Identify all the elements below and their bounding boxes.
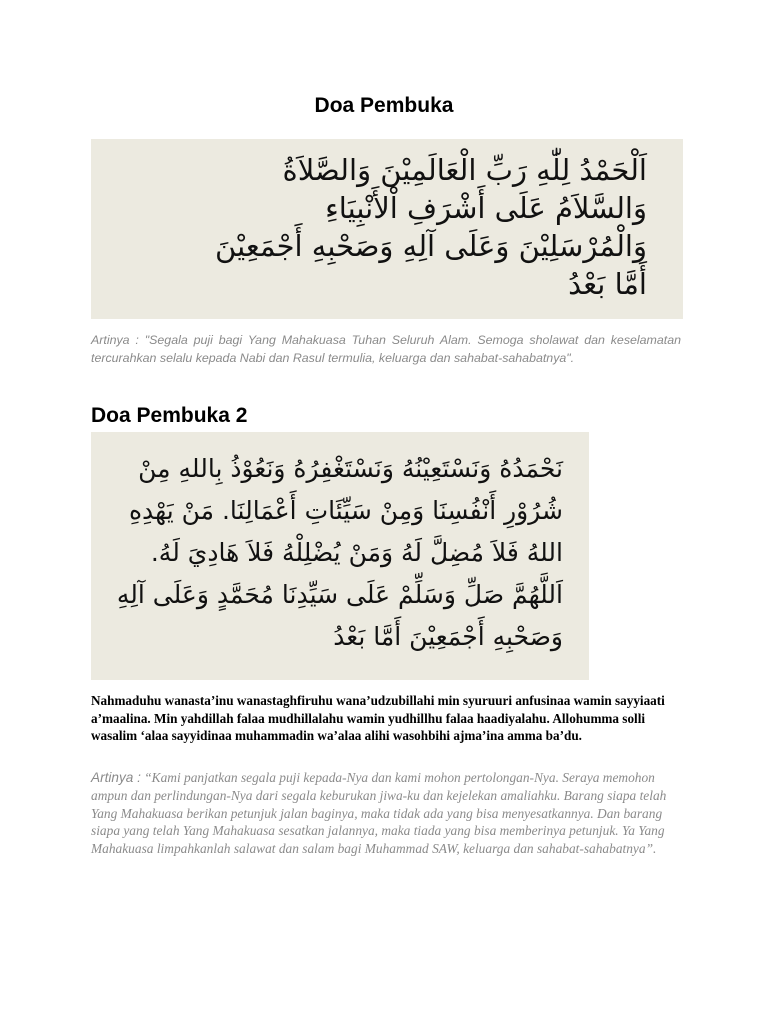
arabic-line: وَالْمُرْسَلِيْنَ وَعَلَى آلِهِ وَصَحْبِهِ أَجْمَعِيْنَ [215, 229, 647, 263]
arabic-line: اللهُ فَلاَ مُضِلَّ لَهُ وَمَنْ يُضْلِلْهُ فَلاَ هَادِيَ لَهُ. [150, 538, 563, 567]
section1-title: Doa Pembuka [314, 94, 454, 117]
arabic-line: نَحْمَدُهُ وَنَسْتَعِيْنُهُ وَنَسْتَغْفِرُهُ وَنَعُوْذُ بِاللهِ مِنْ [138, 454, 563, 483]
meaning-lead-label: Artinya : [91, 770, 141, 785]
section2-transliteration: Nahmaduhu wanasta’inu wanastaghfiruhu wana’udzubillahi min syuruuri anfusinaa wamin sayyiaati a’maalina. Min yahdillah falaa mudhillalahu wamin yudhillhu falaa haadiyalahu. Allohumma solli wasalim ‘alaa sayyidinaa muhammadin wa’alaa alihi wasohbihi ajma’ina amma ba’du. [91, 693, 665, 743]
section1-arabic-text-image [91, 139, 683, 319]
arabic-line: شُرُوْرِ أَنْفُسِنَا وَمِنْ سَيِّئَاتِ أَعْمَالِنَا. مَنْ يَهْدِهِ [128, 496, 563, 525]
arabic-line: اَلْحَمْدُ لِلّٰهِ رَبِّ الْعَالَمِيْنَ وَالصَّلاَةُ [282, 153, 647, 187]
arabic-line: وَصَحْبِهِ أَجْمَعِيْنَ أَمَّا بَعْدُ [333, 622, 563, 651]
section2-meaning [91, 769, 671, 858]
arabic-line: وَالسَّلاَمُ عَلَى أَشْرَفِ اْلأَنْبِيَاءِ [325, 191, 647, 225]
section1-meaning: Artinya : "Segala puji bagi Yang Mahakuasa Tuhan Seluruh Alam. Semoga sholawat dan keselamatan tercurahkan selalu kepada Nabi dan Rasul termulia, keluarga dan sahabat-sahabatnya". [91, 333, 681, 365]
section2-title: Doa Pembuka 2 [91, 404, 248, 427]
meaning-body: “Kami panjatkan segala puji kepada-Nya dan kami mohon pertolongan-Nya. Seraya memohon ampun dan perlindungan-Nya dari segala keburukan jiwa-ku dan kejelekan amaliahku. Barang siapa telah Yang Mahakuasa berikan petunjuk jalan baginya, maka tidak ada yang bisa menyesatkannya. Dan barang siapa yang telah Yang Mahakuasa sesatkan jalannya, maka tiada yang bisa memberinya petunjuk. Ya Yang Mahakuasa limpahkanlah salawat dan salam bagi Muhammad SAW, keluarga dan sahabat-sahabatnya”. [91, 770, 667, 857]
section2-arabic-text-image [91, 432, 589, 680]
arabic-line: أَمَّا بَعْدُ [568, 267, 647, 301]
arabic-line: اَللَّهُمَّ صَلِّ وَسَلِّمْ عَلَى سَيِّدِنَا مُحَمَّدٍ وَعَلَى آلِهِ [116, 580, 563, 609]
